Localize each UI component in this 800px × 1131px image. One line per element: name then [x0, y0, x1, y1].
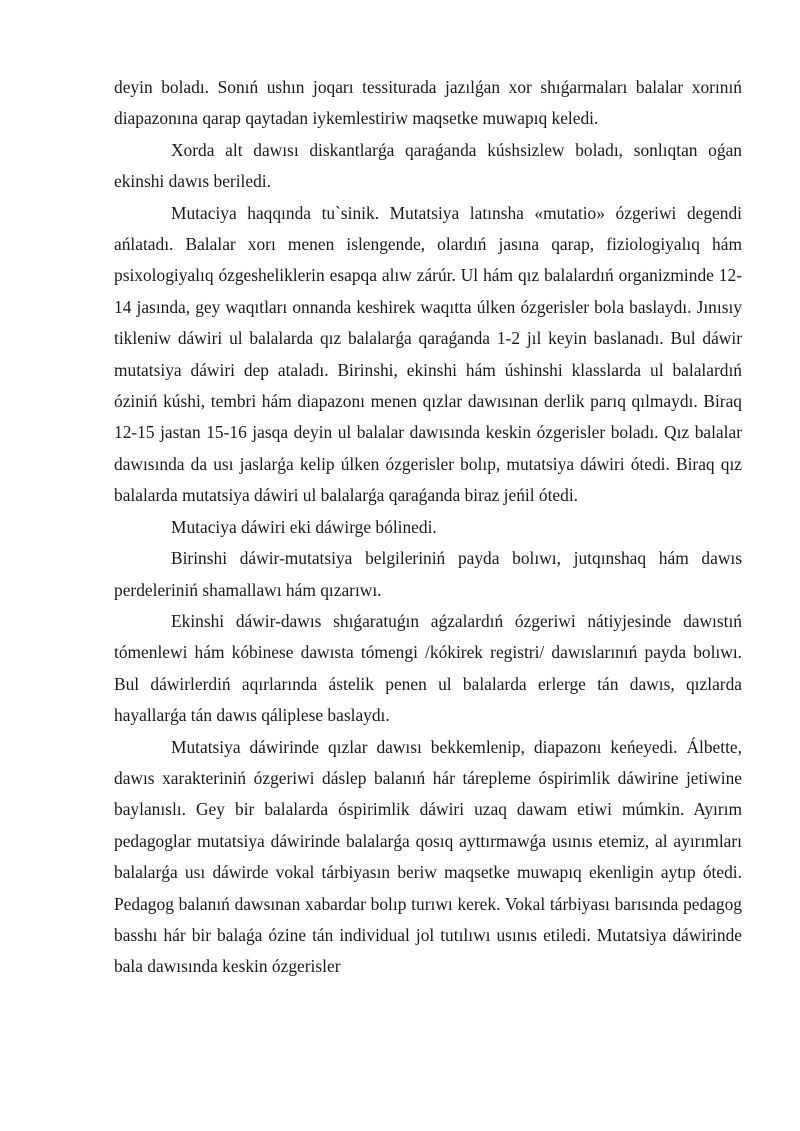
- paragraph-mutation-concept: Mutaciya haqqında tu`sinik. Mutatsiya latınsha «mutatio» ózgeriwi degendi ańlatadı. Balalar xorı menen islengende, olardıń jasına qarap, fiziologiyalıq hám psixologiyalıq ózgesheliklerin esapqa alıw zárúr. Ul hám qız balalardıń organizminde 12-14 jasında, gey waqıtları onnanda keshirek waqıtta úlken ózgerisler bola baslaydı. Jınısıy tikleniw dáwiri ul balalarda qız balalarǵa qaraǵanda 1-2 jıl keyin baslanadı. Bul dáwir mutatsiya dáwiri dep ataladı. Birinshi, ekinshi hám úshinshi klasslarda ul balalardıń óziniń kúshi, tembri hám diapazonı menen qızlar dawısınan derlik parıq qılmaydı. Biraq 12-15 jastan 15-16 jasqa deyin ul balalar dawısında keskin ózgerisler boladı. Qız balalar dawısında da usı jaslarǵa kelip úlken ózgerisler bolıp, mutatsiya dáwiri ótedi. Biraq qız balalarda mutatsiya dáwiri ul balalarǵa qaraǵanda biraz jeńil ótedi.: [114, 202, 742, 506]
- document-body: [114, 72, 742, 983]
- paragraph-first-period: Birinshi dáwir-mutatsiya belgileriniń payda bolıwı, jutqınshaq hám dawıs perdeleriniń shamallawı hám qızarıwı.: [114, 548, 742, 600]
- paragraph-continuation: deyin boladı. Sonıń ushın joqarı tessiturada jazılǵan xor shıǵarmaları balalar xorınıń diapazonına qarap qaytadan iykemlestiriw maqsetke muwapıq keledi.: [114, 77, 742, 129]
- paragraph-mutation-periods: Mutaciya dáwiri eki dáwirge bólinedi.: [171, 516, 437, 537]
- paragraph-second-period: Ekinshi dáwir-dawıs shıǵaratuǵın aǵzalardıń ózgeriwi nátiyjesinde dawıstıń tómenlewi hám kóbinese dawısta tómengi /kókirek registri/ dawıslarınıń payda bolıwı. Bul dáwirlerdiń aqırlarında ástelik penen ul balalarda erlerge tán dawıs, qızlarda hayallarǵa tán dawıs qáliplese baslaydı.: [114, 610, 742, 726]
- paragraph-girls-voice: Mutatsiya dáwirinde qızlar dawısı bekkemlenip, diapazonı keńeyedi. Álbette, dawıs xarakteriniń ózgeriwi dáslep balanıń hár tárepleme óspirimlik dáwirine jetiwine baylanıslı. Gey bir balalarda óspirimlik dáwiri uzaq dawam etiwi múmkin. Ayırım pedagoglar mutatsiya dáwirinde balalarǵa qosıq ayttırmawǵa usınıs etemiz, al ayırımları balalarǵa usı dáwirde vokal tárbiyasın beriw maqsetke muwapıq ekenligin aytıp ótedi. Pedagog balanıń dawsınan xabardar bolıp turıwı kerek. Vokal tárbiyası barısında pedagog basshı hár bir balaǵa ózine tán individual jol tutılıwı usınıs etiledi. Mutatsiya dáwirinde bala dawısında keskin ózgerisler: [114, 736, 742, 977]
- paragraph-alt-voice: Xorda alt dawısı diskantlarǵa qaraǵanda kúshsizlew boladı, sonlıqtan oǵan ekinshi dawıs beriledi.: [114, 139, 742, 192]
